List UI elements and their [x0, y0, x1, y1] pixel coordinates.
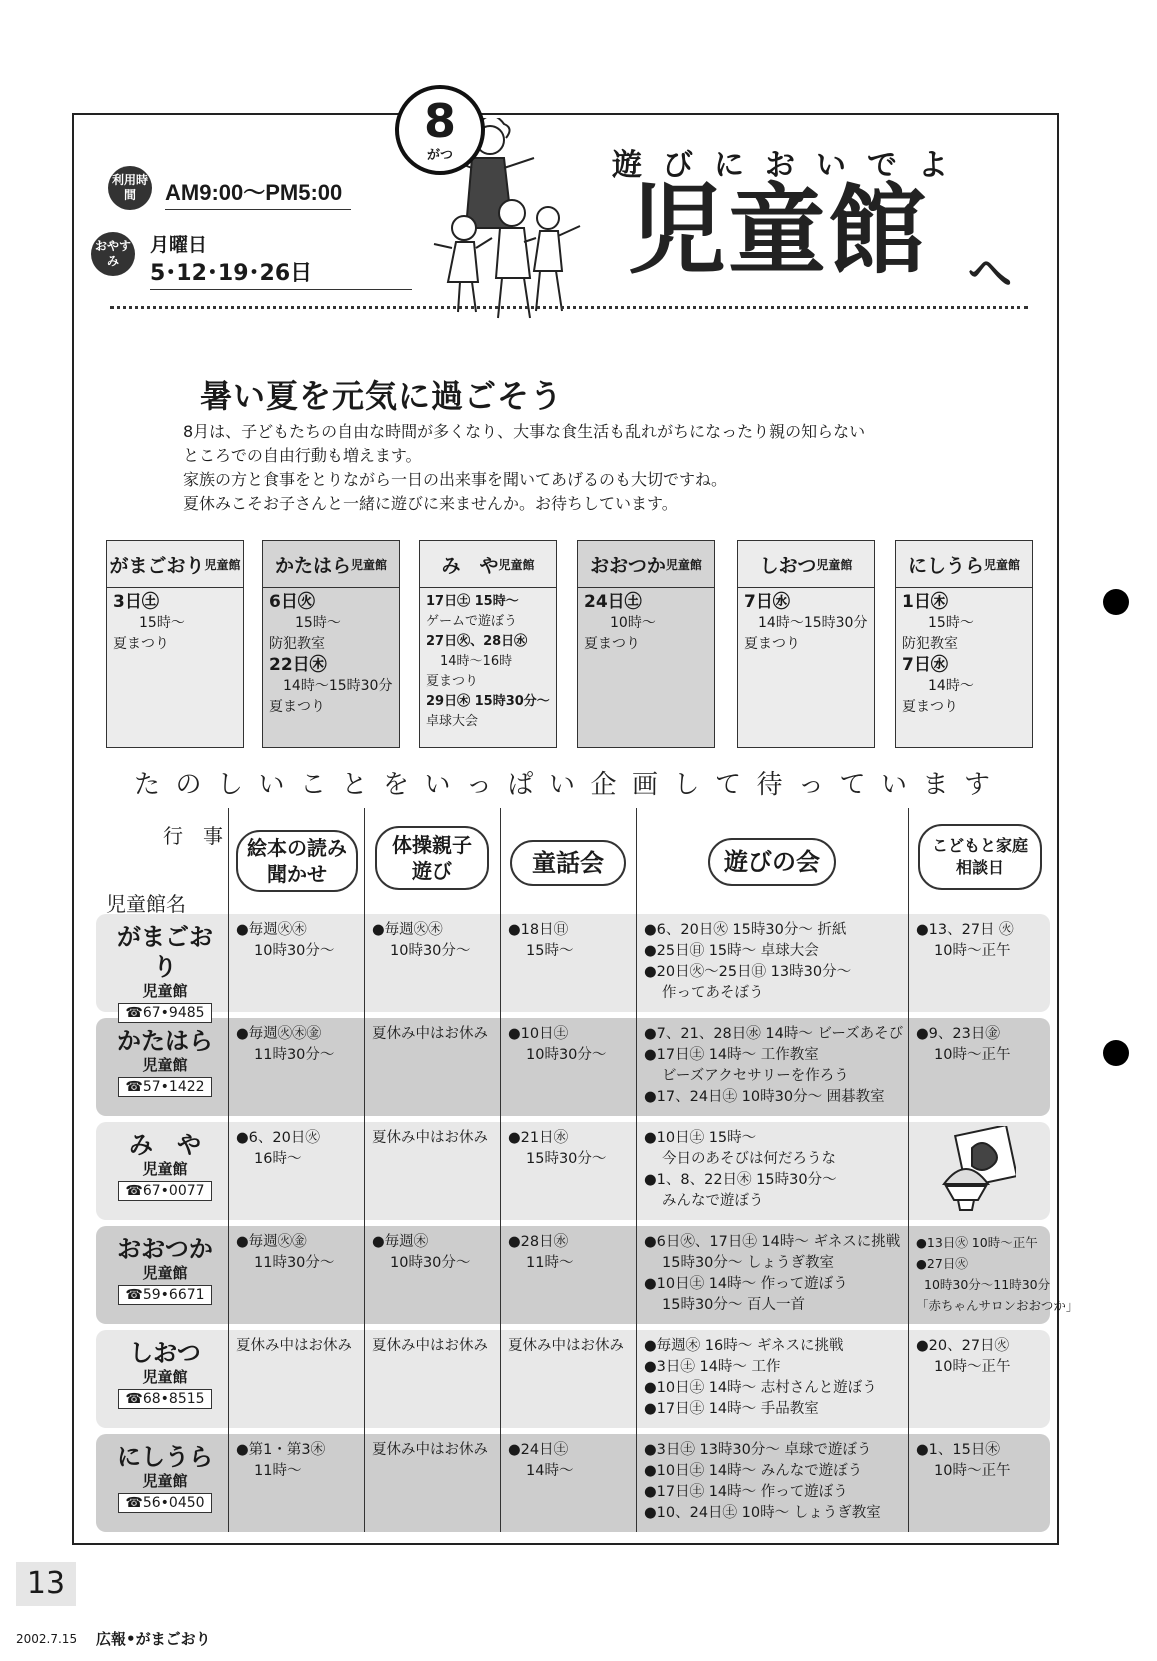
cell: ●18日㊐ 15時～: [508, 922, 574, 959]
cell: 夏休み中はお休み: [372, 1130, 488, 1146]
closed-days: 5･12･19･26日: [150, 256, 412, 290]
card-title: しおつ 児童館: [738, 541, 874, 588]
cell: ●毎週㊍ 16時～ ギネスに挑戦 ●3日㊏ 14時～ 工作 ●10日㊏ 14時～ 志村さんと遊ぼう ●17日㊏ 14時～ 手品教室: [644, 1338, 877, 1417]
card-title: おおつか 児童館: [578, 541, 714, 588]
page-title: 児童館: [628, 174, 929, 288]
column-header-play: 遊びの会: [708, 838, 836, 886]
closed-label-badge: [91, 232, 135, 276]
binder-hole: [1103, 1040, 1129, 1066]
column-header-storytelling: 絵本の読み聞かせ: [236, 830, 358, 892]
cell: ●20、27日㊋ 10時～正午: [916, 1338, 1011, 1375]
event-card-katahara: [262, 540, 400, 748]
header-name-label: 児童館名: [106, 892, 186, 916]
phone-number: ☎59•6671: [118, 1285, 211, 1305]
card-title: がまごおり 児童館: [107, 541, 243, 588]
closed-title: 月曜日: [150, 234, 208, 256]
cell: ●6日㊋、17日㊏ 14時～ ギネスに挑戦 15時30分～ しょうぎ教室 ●10日㊏ 14時～ 作って遊ぼう 15時30分～ 百人一首: [644, 1234, 901, 1313]
cell: 夏休み中はお休み: [508, 1338, 624, 1354]
header-divider: [110, 306, 1028, 309]
intro-line: ところでの自由行動も増えます。: [183, 446, 422, 465]
intro-text: [183, 420, 865, 516]
column-divider: [636, 808, 637, 1532]
hours-label-badge: [108, 166, 152, 210]
card-body: 1日㊍ 15時～ 防犯教室 7日㊌ 14時～ 夏まつり: [902, 592, 974, 715]
phone-number: ☎67•0077: [118, 1181, 211, 1201]
cell: ●毎週㊋㊎ 11時30分～: [236, 1234, 335, 1271]
card-body: 24日㊏ 10時～ 夏まつり: [584, 592, 656, 652]
cell: ●6、20日㊋ 16時～: [236, 1130, 320, 1167]
cell: ●毎週㊋㊍㊎ 11時30分～: [236, 1026, 335, 1063]
slogan: 遊びにおいでよ: [612, 148, 969, 183]
cell: ●24日㊏ 14時～: [508, 1442, 574, 1479]
hall-name-gamagori: がまごおり 児童館 ☎67•9485: [117, 923, 213, 1021]
cell: ●13日㊋ 10時～正午 ●27日㊋ 10時30分～11時30分 「赤ちゃんサロンおおつか」: [916, 1235, 1079, 1313]
card-body: 6日㊋ 15時～ 防犯教室 22日㊍ 14時～15時30分 夏まつり: [269, 592, 393, 715]
cell: 夏休み中はお休み: [372, 1442, 488, 1458]
event-card-shiotsu: [737, 540, 875, 748]
intro-title: 暑い夏を元気に過ごそう: [200, 377, 564, 415]
hall-name-nishiura: にしうら 児童館 ☎56•0450: [117, 1443, 213, 1511]
phone-number: ☎67•9485: [118, 1003, 211, 1023]
card-body: 7日㊌ 14時～15時30分 夏まつり: [744, 592, 868, 652]
page-number: 13: [16, 1562, 76, 1606]
event-card-nishiura: [895, 540, 1033, 748]
cell: ●毎週㊋㊍ 10時30分～: [372, 922, 471, 959]
column-header-fairy-tale: 童話会: [510, 840, 626, 886]
column-divider: [364, 808, 365, 1532]
cell: ●28日㊌ 11時～: [508, 1234, 574, 1271]
cell: ●毎週㊍ 10時30分～: [372, 1234, 471, 1271]
event-card-gamagori: [106, 540, 244, 748]
cell: ●7、21、28日㊌ 14時～ ビーズあそび ●17日㊏ 14時～ 工作教室 ビーズアクセサリーを作ろう ●17、24日㊏ 10時30分～ 囲碁教室: [644, 1026, 904, 1105]
intro-line: 夏休みこそお子さんと一緒に遊びに来ませんか。お待ちしています。: [183, 494, 678, 513]
event-card-otsuka: [577, 540, 715, 748]
cell: 夏休み中はお休み: [372, 1338, 488, 1354]
month-kana: がつ: [426, 148, 453, 163]
month-badge: [395, 85, 485, 175]
shaved-ice-illustration: [936, 1126, 1016, 1220]
opening-hours: AM9:00～PM5:00: [165, 176, 351, 210]
card-title: かたはら 児童館: [263, 541, 399, 588]
hall-name-miya: み や 児童館 ☎67•0077: [106, 1130, 224, 1201]
cell: ●6、20日㊋ 15時30分～ 折紙 ●25日㊐ 15時～ 卓球大会 ●20日㊋～25日㊐ 13時30分～ 作ってあそぼう: [644, 922, 852, 1001]
phone-number: ☎56•0450: [118, 1493, 211, 1513]
cell: 夏休み中はお休み: [372, 1026, 488, 1042]
cell: ●第1・第3㊍ 11時～: [236, 1442, 326, 1479]
hall-name-shiotsu: しおつ 児童館 ☎68•8515: [106, 1338, 224, 1409]
header-event-label: 行 事: [163, 824, 223, 848]
publication-date: 2002.7.15: [16, 1632, 78, 1646]
hall-name-otsuka: おおつか 児童館 ☎59•6671: [117, 1235, 213, 1303]
cell: ●毎週㊋㊍ 10時30分～: [236, 922, 335, 959]
column-header-consultation: こどもと家庭相談日: [918, 824, 1042, 890]
page-title-suffix: へ: [968, 248, 1012, 299]
card-body: 17日㊏ 15時～ ゲームで遊ぼう 27日㊋、28日㊌ 14時～16時 夏まつり 29日㊍ 15時30分～ 卓球大会: [426, 594, 550, 729]
cell: ●13、27日 ㊋ 10時～正午: [916, 922, 1014, 959]
event-card-miya: [419, 540, 557, 748]
hall-name-katahara: かたはら 児童館 ☎57•1422: [117, 1027, 213, 1095]
card-title: み や 児童館: [420, 541, 556, 588]
phone-number: ☎68•8515: [118, 1389, 211, 1409]
intro-line: 家族の方と食事をとりながら一日の出来事を聞いてあげるのも大切ですね。: [183, 470, 728, 489]
card-title: にしうら 児童館: [896, 541, 1032, 588]
phone-number: ☎57•1422: [118, 1077, 211, 1097]
cell: ●9、23日㊎ 10時～正午: [916, 1026, 1011, 1063]
cell: ●1、15日㊍ 10時～正午: [916, 1442, 1011, 1479]
column-divider: [500, 808, 501, 1532]
month-number: 8: [423, 94, 456, 148]
closed-label: おやすみ: [95, 239, 132, 268]
column-divider: [908, 808, 909, 1532]
binder-hole: [1103, 589, 1129, 615]
intro-line: 8月は、子どもたちの自由な時間が多くなり、大事な食生活も乱れがちになったり親の知らない: [183, 422, 866, 441]
cell: ●10日㊏ 15時～ 今日のあそびは何だろうな ●1、8、22日㊍ 15時30分～ みんなで遊ぼう: [644, 1130, 837, 1209]
column-divider: [228, 808, 229, 1532]
cell: 夏休み中はお休み: [236, 1338, 352, 1354]
cell: ●21日㊌ 15時30分～: [508, 1130, 607, 1167]
card-body: 3日㊏ 15時～ 夏まつり: [113, 592, 185, 652]
ribbon-text: たのしいことをいっぱい企画して待っています: [134, 770, 1006, 800]
cell: ●3日㊏ 13時30分～ 卓球で遊ぼう ●10日㊏ 14時～ みんなで遊ぼう ●17日㊏ 14時～ 作って遊ぼう ●10、24日㊏ 10時～ しょうぎ教室: [644, 1442, 881, 1521]
column-header-exercise: 体操親子遊び: [375, 826, 489, 890]
publication-name: 広報•がまごおり: [96, 1630, 211, 1648]
cell: ●10日㊏ 10時30分～: [508, 1026, 607, 1063]
hours-label: 利用時間: [112, 173, 149, 202]
